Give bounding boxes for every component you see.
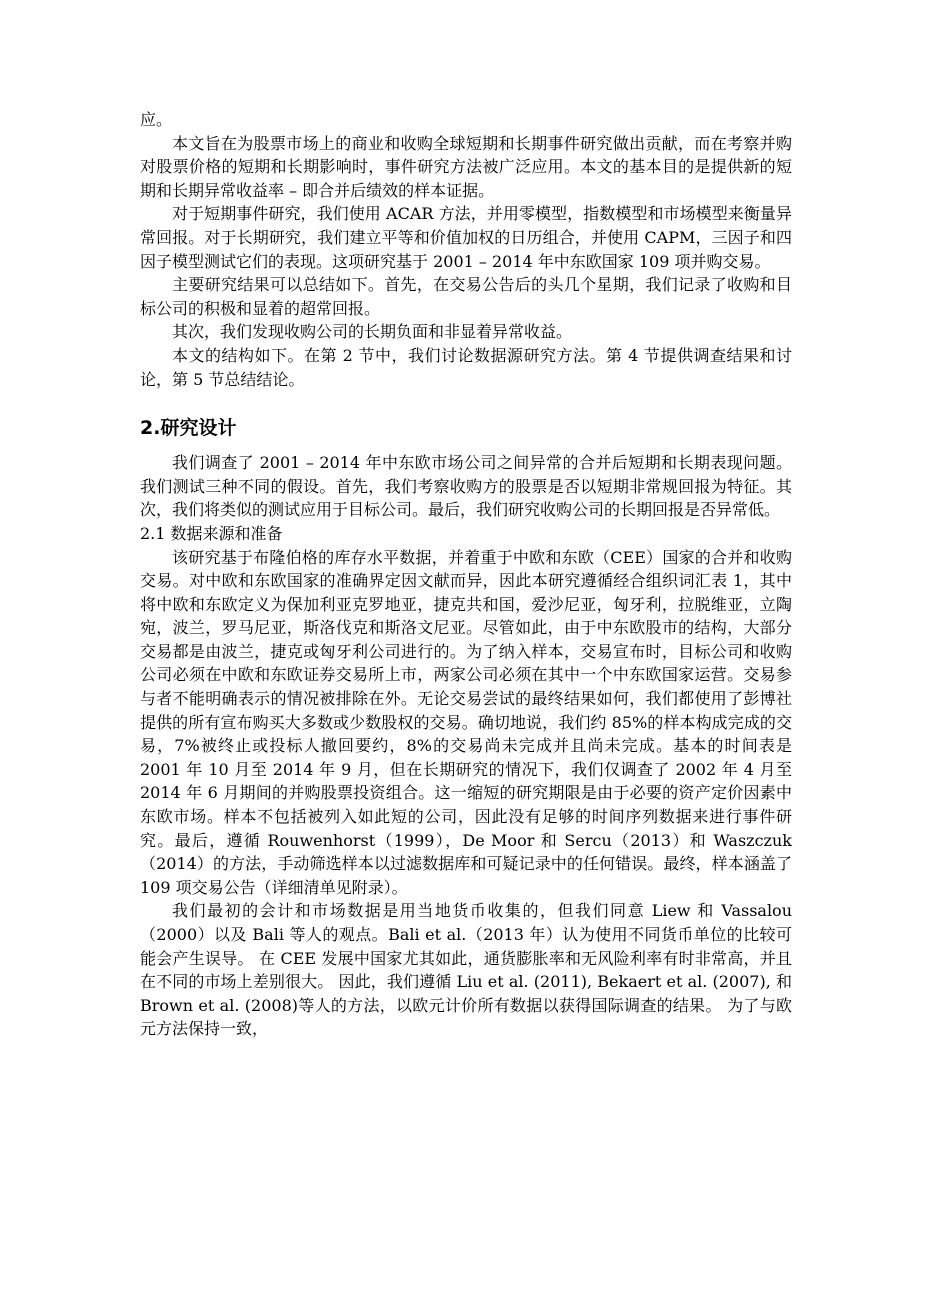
subsection-heading: 2.1 数据来源和准备 — [140, 523, 283, 543]
paragraph-hypotheses: 我们调查了 2001 – 2014 年中东欧市场公司之间异常的合并后短期和长期表现问题。我们测试三种不同的假设。首先，我们考察收购方的股票是否以短期非常规回报为特征。其次，我们将类似的测试应用于目标公司。最后，我们研究收购公司的长期回报是否异常低。 — [140, 453, 792, 520]
section-heading: 2.研究设计 — [140, 417, 237, 440]
paragraph-structure: 本文的结构如下。在第 2 节中，我们讨论数据源研究方法。第 4 节提供调查结果和讨论，第 5 节总结结论。 — [140, 345, 792, 389]
paragraph-methods: 对于短期事件研究，我们使用 ACAR 方法，并用零模型，指数模型和市场模型来衡量异常回报。对于长期研究，我们建立平等和价值加权的日历组合，并使用 CAPM，三因子和四因子模型测试它们的表现。这项研究基于 2001 – 2014 年中东欧国家 109 项并购交易。 — [140, 204, 792, 271]
paragraph-results-first: 主要研究结果可以总结如下。首先，在交易公告后的头几个星期，我们记录了收购和目标公司的积极和显着的超常回报。 — [140, 275, 792, 318]
paragraph-purpose: 本文旨在为股票市场上的商业和收购全球短期和长期事件研究做出贡献，而在考察并购对股票价格的短期和长期影响时，事件研究方法被广泛应用。本文的基本目的是提供新的短期和长期异常收益率 – 即合并后绩效的样本证据。 — [140, 133, 792, 200]
paragraph-currency: 我们最初的会计和市场数据是用当地货币收集的，但我们同意 Liew 和 Vassalou（2000）以及 Bali 等人的观点。Bali et al.（2013 年）认为使用不同货币单位的比较可能会产生误导。 在 CEE 发展中国家尤其如此，通货膨胀率和无风险利率有时非常高，并且在不同的市场上差别很大。 因此，我们遵循 Liu et al. (2011), Bekaert et al. (2007), 和 Brown et al. (2008)等人的方法，以欧元计价所有数据以获得国际调查的结果。 为了与欧元方法保持一致， — [140, 901, 792, 1039]
paragraph-data-sources: 该研究基于布隆伯格的库存水平数据，并着重于中欧和东欧（CEE）国家的合并和收购交易。对中欧和东欧国家的准确界定因文献而异，因此本研究遵循经合组织词汇表 1，其中将中欧和东欧定义为保加利亚克罗地亚，捷克共和国，爱沙尼亚，匈牙利，拉脱维亚，立陶宛，波兰，罗马尼亚，斯洛伐克和斯洛文尼亚。尽管如此，由于中东欧股市的结构，大部分交易都是由波兰，捷克或匈牙利公司进行的。为了纳入样本，交易宣布时，目标公司和收购公司必须在中欧和东欧证券交易所上市，两家公司必须在其中一个中东欧国家运营。交易参与者不能明确表示的情况被排除在外。无论交易尝试的最终结果如何，我们都使用了彭博社提供的所有宣布购买大多数或少数股权的交易。确切地说，我们约 85%的样本构成完成的交易，7%被终止或投标人撤回要约，8%的交易尚未完成并且尚未完成。基本的时间表是 2001 年 10 月至 2014 年 9 月，但在长期研究的情况下，我们仅调查了 2002 年 4 月至 2014 年 6 月期间的并购股票投资组合。这一缩短的研究期限是由于必要的资产定价因素中东欧市场。样本不包括被列入如此短的公司，因此没有足够的时间序列数据来进行事件研究。最后，遵循 Rouwenhorst（1999），De Moor 和 Sercu（2013）和 Waszczuk（2014）的方法，手动筛选样本以过滤数据库和可疑记录中的任何错误。最终，样本涵盖了 109 项交易公告（详细清单见附录）。 — [140, 547, 792, 897]
paragraph-results-second: 其次，我们发现收购公司的长期负面和非显着异常收益。 — [172, 322, 573, 342]
paragraph-continuation: 应。 — [140, 110, 173, 129]
document-page — [140, 108, 792, 1041]
